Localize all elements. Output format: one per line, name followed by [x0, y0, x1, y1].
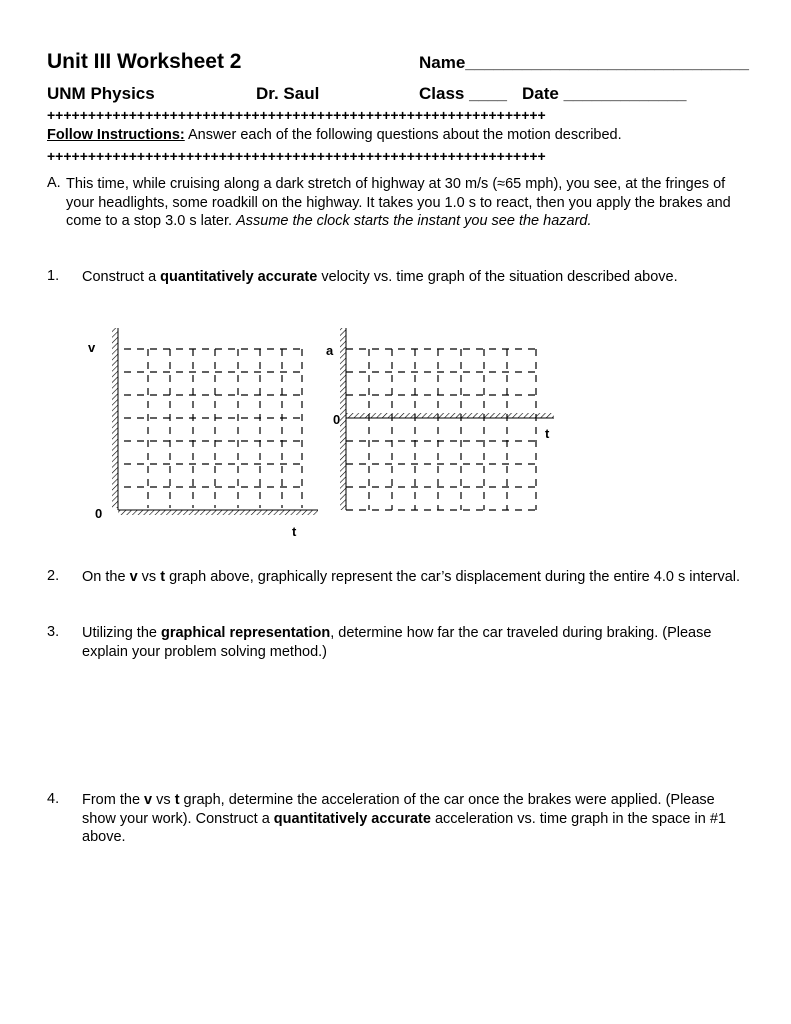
velocity-axis-label: v: [88, 340, 96, 355]
question-1-text: [82, 268, 752, 287]
question-1-number: 1.: [47, 268, 60, 284]
q2-pre: On the: [82, 569, 130, 585]
q3-post: , determine how far the car traveled during braking. (Please explain your problem solving method.): [82, 625, 712, 660]
acceleration-graph-grid: [340, 328, 554, 510]
scenario-text: [66, 175, 746, 231]
scenario-body: This time, while cruising along a dark stretch of highway at 30 m/s (≈65 mph), you see, at the fringes of your headlights, some roadkill on the highway. It takes you 1.0 s to react, then you apply the brakes and come to a stop 3.0 s later.: [66, 176, 731, 229]
acceleration-axis-label: a: [326, 343, 334, 358]
instructor-name: Dr. Saul: [256, 84, 320, 103]
q2-bold-v: v: [129, 569, 138, 585]
question-3-text: [82, 624, 722, 661]
date-field-label: Date _____________: [522, 84, 687, 103]
plus-divider-bottom: +++++++++++++++++++++++++++++++++++++++++++++++++++++++++++++: [47, 148, 546, 164]
q2-mid: vs: [137, 569, 161, 585]
scenario-italic: Assume the clock starts the instant you see the hazard.: [236, 213, 592, 229]
q3-pre: Utilizing the: [82, 625, 161, 641]
q4-bold-v: v: [144, 792, 153, 808]
velocity-time-axis-label: t: [292, 524, 297, 539]
question-2-text: [82, 568, 752, 587]
class-field-label: Class ____: [419, 84, 507, 103]
course-name: UNM Physics: [47, 84, 155, 103]
q4-bold-qa: quantitatively accurate: [273, 810, 431, 827]
acceleration-time-axis-label: t: [545, 426, 550, 441]
q1-bold: quantitatively accurate: [160, 269, 318, 285]
q2-bold-t: t: [160, 569, 166, 585]
instructions: [47, 127, 622, 143]
q2-post: graph above, graphically represent the car’s displacement during the entire 4.0 s interval.: [165, 569, 741, 585]
name-field-label: Name______________________________: [419, 53, 749, 72]
scenario-marker: A.: [47, 175, 61, 191]
q4-bold-t: t: [174, 792, 180, 808]
instructions-text: Answer each of the following questions about the motion described.: [184, 127, 622, 143]
q1-post: velocity vs. time graph of the situation described above.: [317, 269, 678, 285]
q1-pre: Construct a: [82, 269, 161, 285]
plus-divider-top: +++++++++++++++++++++++++++++++++++++++++++++++++++++++++++++: [47, 107, 546, 123]
velocity-graph-grid: [112, 328, 318, 515]
question-4-number: 4.: [47, 791, 60, 807]
acceleration-origin-label: 0: [333, 412, 341, 427]
q4-post: graph, determine the acceleration of the car once the brakes were applied. (Please show your work). Construct a: [82, 792, 715, 827]
q4-post2: acceleration vs. time graph in the space in #1 above.: [82, 810, 726, 845]
q4-pre: From the: [82, 792, 145, 808]
q4-mid: vs: [152, 792, 175, 808]
question-4-text: [82, 791, 752, 847]
velocity-origin-label: 0: [95, 506, 103, 521]
instructions-label: Follow Instructions:: [47, 127, 185, 143]
question-3-number: 3.: [47, 624, 60, 640]
question-2-number: 2.: [47, 568, 60, 584]
graphs-area: [80, 318, 560, 543]
q3-bold: graphical representation: [160, 625, 331, 641]
worksheet-title: Unit III Worksheet 2: [47, 50, 242, 73]
